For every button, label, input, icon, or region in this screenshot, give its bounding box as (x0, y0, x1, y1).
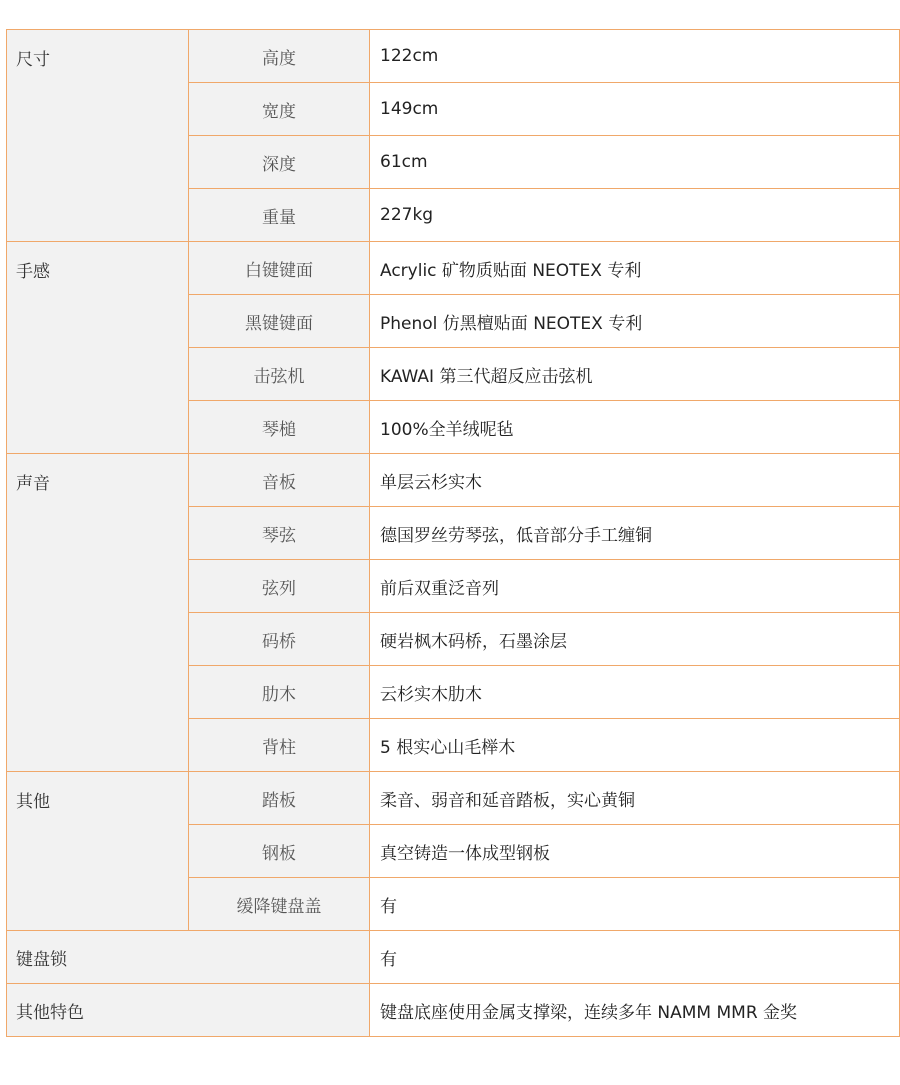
spec-value: 149cm (370, 83, 900, 136)
spec-label: 钢板 (189, 825, 370, 878)
spec-value: 柔音、弱音和延音踏板，实心黄铜 (370, 772, 900, 825)
spec-value: 硬岩枫木码桥，石墨涂层 (370, 613, 900, 666)
spec-value: 100%全羊绒呢毡 (370, 401, 900, 454)
spec-label: 琴槌 (189, 401, 370, 454)
category-sound: 声音 (7, 454, 189, 772)
spec-value: Acrylic 矿物质贴面 NEOTEX 专利 (370, 242, 900, 295)
table-row (7, 772, 900, 825)
spec-label: 踏板 (189, 772, 370, 825)
spec-value: 云杉实木肋木 (370, 666, 900, 719)
category-touch: 手感 (7, 242, 189, 454)
keyboard-lock-label: 键盘锁 (7, 931, 370, 984)
spec-value: 227kg (370, 189, 900, 242)
table-row (7, 931, 900, 984)
category-dimensions: 尺寸 (7, 30, 189, 242)
spec-label: 高度 (189, 30, 370, 83)
spec-label: 击弦机 (189, 348, 370, 401)
spec-value: 122cm (370, 30, 900, 83)
table-row (7, 30, 900, 83)
table-row (7, 242, 900, 295)
spec-value: 有 (370, 878, 900, 931)
table-row (7, 454, 900, 507)
table-row (7, 984, 900, 1037)
spec-label: 缓降键盘盖 (189, 878, 370, 931)
category-other: 其他 (7, 772, 189, 931)
spec-label: 深度 (189, 136, 370, 189)
spec-table (6, 29, 900, 1037)
spec-label: 音板 (189, 454, 370, 507)
spec-label: 背柱 (189, 719, 370, 772)
spec-label: 重量 (189, 189, 370, 242)
spec-label: 肋木 (189, 666, 370, 719)
spec-value: 真空铸造一体成型钢板 (370, 825, 900, 878)
spec-label: 琴弦 (189, 507, 370, 560)
spec-value: KAWAI 第三代超反应击弦机 (370, 348, 900, 401)
spec-value: 5 根实心山毛榉木 (370, 719, 900, 772)
spec-label: 弦列 (189, 560, 370, 613)
spec-value: 德国罗丝劳琴弦，低音部分手工缠铜 (370, 507, 900, 560)
spec-label: 码桥 (189, 613, 370, 666)
spec-value: 61cm (370, 136, 900, 189)
spec-label: 白键键面 (189, 242, 370, 295)
spec-label: 宽度 (189, 83, 370, 136)
spec-value: Phenol 仿黑檀贴面 NEOTEX 专利 (370, 295, 900, 348)
spec-label: 黑键键面 (189, 295, 370, 348)
other-features-label: 其他特色 (7, 984, 370, 1037)
spec-value: 单层云杉实木 (370, 454, 900, 507)
spec-value: 前后双重泛音列 (370, 560, 900, 613)
other-features-value: 键盘底座使用金属支撑梁，连续多年 NAMM MMR 金奖 (370, 984, 900, 1037)
keyboard-lock-value: 有 (370, 931, 900, 984)
